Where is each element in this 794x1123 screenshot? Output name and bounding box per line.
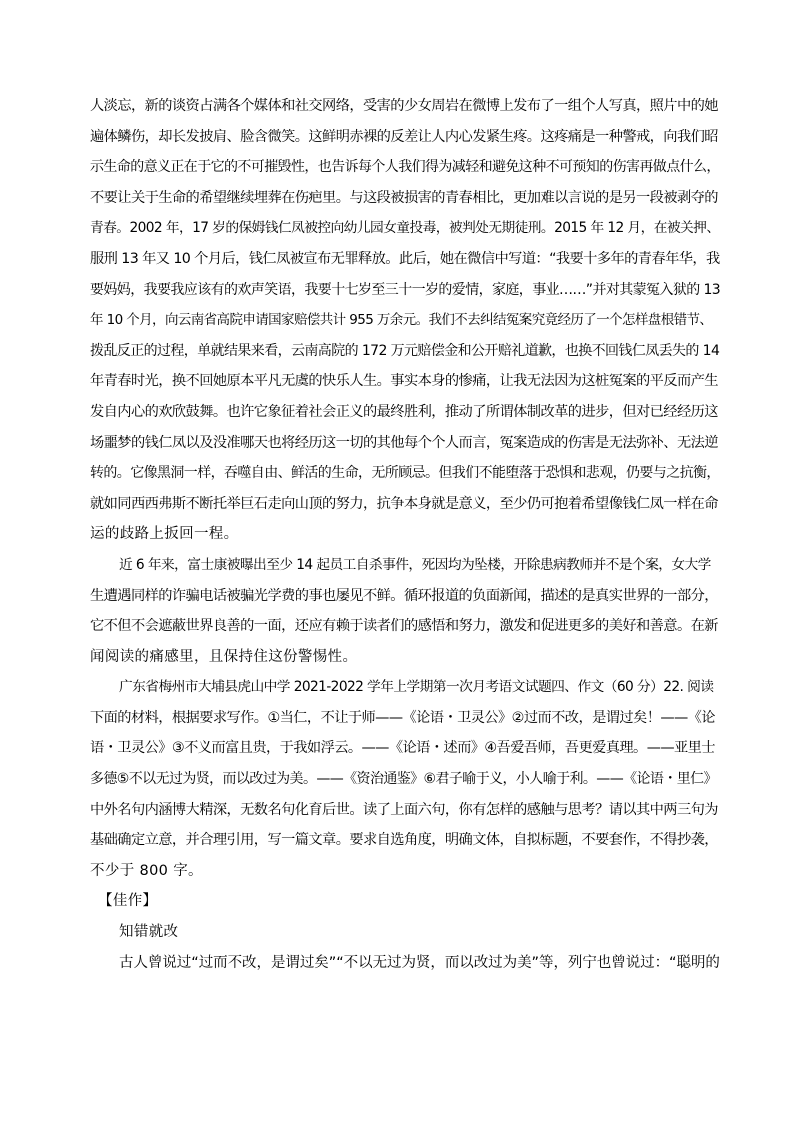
text-line: 就如同西西弗斯不断托举巨石走向山顶的努力，抗争本身就是意义，至少仍可抱着希望像钱仁凤一样在命	[90, 495, 718, 512]
text-line: 遍体鳞伤，却长发披肩、脸含微笑。这鲜明赤裸的反差让人内心发紧生疼。这疼痛是一种警戒，向我们昭	[90, 128, 718, 145]
text-line: 中外名句内涵博大精深，无数名句化育后世。读了上面六句，你有怎样的感触与思考？请以其中两三句为	[90, 801, 718, 818]
text-line: 要妈妈，我要我应该有的欢声笑语，我要十七岁至三十一岁的爱情，家庭，事业……”并对其蒙冤入狱的 13	[90, 281, 721, 298]
text-line: 古人曾说过“过而不改，是谓过矣”“不以无过为贤，而以改过为美”等，列宁也曾说过：“聪明的	[119, 954, 720, 971]
text-line: 近 6 年来，富士康被曝出至少 14 起员工自杀事件，死因均为坠楼，开除患病教师并不是个案，女大学	[119, 556, 711, 573]
paragraph-p5	[90, 917, 720, 948]
text-line: 示生命的意义正在于它的不可摧毁性，也告诉每个人我们得为减轻和避免这种不可预知的伤害再做点什么，	[90, 159, 720, 176]
text-line: 年青春时光，换不回她原本平凡无虞的快乐人生。事实本身的惨痛，让我无法因为这桩冤案的平反而产生	[90, 373, 718, 390]
text-line: 生遭遇同样的诈骗电话被骗光学费的事也屡见不鲜。循环报道的负面新闻，描述的是真实世界的一部分，	[90, 587, 718, 604]
text-line: 多德⑤不以无过为贤，而以改过为美。——《资治通鉴》⑥君子喻于义，小人喻于利。——《论语・里仁》	[90, 771, 717, 788]
text-line: 语・卫灵公》③不义而富且贵，于我如浮云。——《论语・述而》④吾爱吾师，吾更爱真理。——亚里士	[90, 740, 715, 757]
document-body	[90, 91, 720, 978]
text-line: 运的歧路上扳回一程。	[90, 526, 239, 543]
text-line: 它不但不会遮蔽世界良善的一面，还应有赖于读者们的感悟和努力，激发和促进更多的美好和善意。在新	[90, 618, 718, 635]
text-line: 下面的材料，根据要求写作。①当仁，不让于师——《论语・卫灵公》②过而不改，是谓过矣！——《论	[90, 709, 715, 726]
paragraph-p4	[90, 886, 720, 917]
text-line: 知错就改	[119, 924, 179, 941]
paragraph-p6	[90, 948, 720, 979]
paragraph-p3	[90, 672, 720, 886]
text-line: 年 10 个月，向云南省高院申请国家赔偿共计 955 万余元。我们不去纠结冤案究竟经历了一个怎样盘根错节、	[90, 312, 713, 329]
text-line: 基础确定立意，并合理引用，写一篇文章。要求自选角度，明确文体，自拟标题，不要套作，不得抄袭，	[90, 832, 718, 849]
text-line: 人淡忘，新的谈资占满各个媒体和社交网络，受害的少女周岩在微博上发布了一组个人写真，照片中的她	[90, 98, 718, 114]
text-line: 不要让关于生命的希望继续埋葬在伤疤里。与这段被损害的青春相比，更加难以言说的是另一段被剥夺的	[90, 189, 718, 206]
text-line: 转的。它像黑洞一样，吞噬自由、鲜活的生命，无所顾忌。但我们不能堕落于恐惧和悲观，仍要与之抗衡，	[90, 465, 720, 482]
text-line: 青春。2002 年，17 岁的保姆钱仁凤被控向幼儿园女童投毒，被判处无期徒刑。2015 年 12 月，在被关押、	[90, 220, 720, 237]
paragraph-p2	[90, 550, 720, 672]
text-line: 服刑 13 年又 10 个月后，钱仁凤被宣布无罪释放。此后，她在微信中写道：“我要十多年的青春年华，我	[90, 250, 720, 267]
paragraph-p1	[90, 91, 720, 550]
text-line: 【佳作】	[98, 893, 158, 910]
text-line: 拨乱反正的过程，单就结果来看，云南高院的 172 万元赔偿金和公开赔礼道歉，也换不回钱仁凤丢失的 14	[90, 342, 720, 359]
text-line: 广东省梅州市大埔县虎山中学 2021-2022 学年上学期第一次月考语文试题四、作文（60 分）22. 阅读	[119, 679, 714, 696]
text-line: 闻阅读的痛感里，且保持住这份警惕性。	[90, 648, 358, 665]
text-line: 发自内心的欢欣鼓舞。也许它象征着社会正义的最终胜利，推动了所谓体制改革的进步，但对已经经历这	[90, 403, 718, 420]
text-line: 场噩梦的钱仁凤以及没准哪天也将经历这一切的其他每个个人而言，冤案造成的伤害是无法弥补、无法逆	[90, 434, 718, 451]
text-line: 不少于 800 字。	[90, 862, 203, 879]
